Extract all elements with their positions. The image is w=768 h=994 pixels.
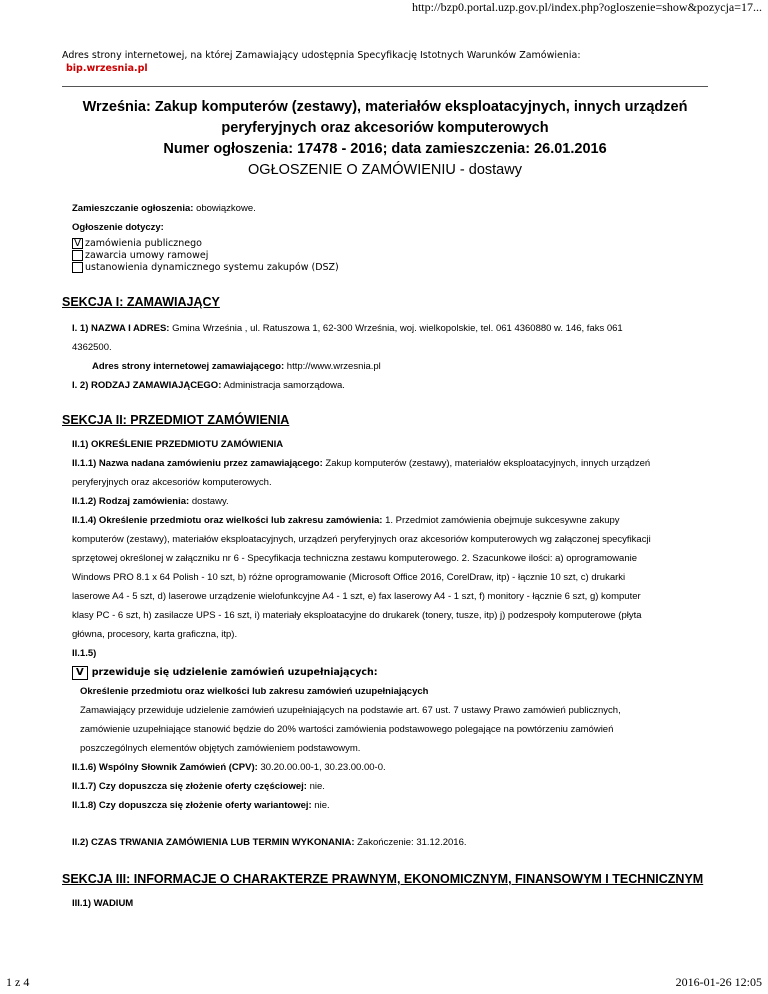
ii14-text-line: sprzętowej określonej w załączniku nr 6 - Specyfikacja techniczna zestawu komputerowego. 2. Szacunkowe ilości: a) oprogramowanie bbox=[72, 553, 637, 564]
zamieszczanie-label: Zamieszczanie ogłoszenia: bbox=[72, 203, 194, 214]
i1-line bbox=[72, 319, 708, 338]
section3-heading: SEKCJA III: INFORMACJE O CHARAKTERZE PRAWNYM, EKONOMICZNYM, FINANSOWYM I TECHNICZNYM bbox=[62, 872, 704, 886]
ii17-label: II.1.7) Czy dopuszcza się złożenie oferty częściowej: bbox=[72, 781, 307, 792]
ii18-line bbox=[72, 796, 708, 815]
ii15-text-line: poszczególnych elementów objętych zamówieniem podstawowym. bbox=[80, 743, 361, 754]
ii14-line bbox=[72, 511, 708, 530]
ii15-subheading: Określenie przedmiotu oraz wielkości lub zakresu zamówień uzupełniających bbox=[80, 686, 429, 697]
www-label: Adres strony internetowej zamawiającego: bbox=[92, 361, 285, 372]
ii15-text-line: Zamawiający przewiduje udzielenie zamówień uzupełniających na podstawie art. 67 ust. 7 ustawy Prawo zamówień publicznych, bbox=[80, 705, 621, 716]
ii18-label: II.1.8) Czy dopuszcza się złożenie oferty wariantowej: bbox=[72, 800, 312, 811]
print-timestamp: 2016-01-26 12:05 bbox=[675, 975, 762, 989]
option-row bbox=[72, 249, 708, 261]
notice-type: OGŁOSZENIE O ZAMÓWIENIU - dostawy bbox=[248, 162, 522, 178]
ii11-line bbox=[72, 454, 708, 473]
ii11-value: Zakup komputerów (zestawy), materiałów eksploatacyjnych, innych urządzeń bbox=[322, 458, 651, 469]
document-body bbox=[62, 50, 708, 913]
ii17-value: nie. bbox=[306, 781, 325, 792]
ii14-text-line: laserowe A4 - 5 szt, d) laserowe urządzenie wielofunkcyjne A4 - 1 szt, e) fax laserowy A4 - 1 szt, f) monitory - łącznie 6 szt, g) komputer bbox=[72, 591, 641, 602]
ii12-value: dostawy. bbox=[189, 496, 229, 507]
checkbox-umowy-ramowej bbox=[72, 250, 83, 261]
ii17-line bbox=[72, 777, 708, 796]
checkbox-dsz bbox=[72, 262, 83, 273]
ii1-heading: II.1) OKREŚLENIE PRZEDMIOTU ZAMÓWIENIA bbox=[72, 439, 284, 450]
ii11-line2: peryferyjnych oraz akcesoriów komputerowych. bbox=[72, 477, 272, 488]
ii2-label: II.2) CZAS TRWANIA ZAMÓWIENIA LUB TERMIN WYKONANIA: bbox=[72, 837, 355, 848]
option-label: zawarcia umowy ramowej bbox=[85, 249, 209, 261]
section2-heading: SEKCJA II: PRZEDMIOT ZAMÓWIENIA bbox=[62, 413, 290, 427]
page-counter: 1 z 4 bbox=[6, 975, 30, 989]
ii16-label: II.1.6) Wspólny Słownik Zamówień (CPV): bbox=[72, 762, 258, 773]
ii14-text-line: główna, procesory, karta graficzna, itp). bbox=[72, 629, 238, 640]
section1-body bbox=[72, 319, 708, 395]
site-info-line: Adres strony internetowej, na której Zamawiający udostępnia Specyfikację Istotnych Warunków Zamówienia: bbox=[62, 50, 581, 61]
i2-line bbox=[72, 376, 708, 395]
ii16-line bbox=[72, 758, 708, 777]
ii15-text: przewiduje się udzielenie zamówień uzupełniających: bbox=[91, 667, 378, 678]
www-line bbox=[92, 357, 708, 376]
www-value: http://www.wrzesnia.pl bbox=[284, 361, 381, 372]
ii15-text-line: zamówienie uzupełniające stanowić będzie do 20% wartości zamówienia podstawowego polegające na powtórzeniu zamówień bbox=[80, 724, 614, 735]
ii15-details bbox=[80, 682, 708, 758]
i1-label: I. 1) NAZWA I ADRES: bbox=[72, 323, 170, 334]
ii14-label: II.1.4) Określenie przedmiotu oraz wielkości lub zakresu zamówienia: bbox=[72, 515, 383, 526]
ii2-line bbox=[72, 833, 708, 852]
ii14-text-line: komputerów (zestawy), materiałów eksploatacyjnych, urządzeń peryferyjnych oraz akcesoriów komputerowych wg załączonej specyfikacji bbox=[72, 534, 651, 545]
print-url: http://bzp0.portal.uzp.gov.pl/index.php?ogloszenie=show&pozycja=17... bbox=[411, 0, 762, 14]
notice-title-line1: Września: Zakup komputerów (zestawy), materiałów eksploatacyjnych, innych urządzeń bbox=[82, 99, 688, 115]
ii18-value: nie. bbox=[311, 800, 330, 811]
option-row bbox=[72, 237, 708, 249]
i1-line2: 4362500. bbox=[72, 342, 112, 353]
option-label: ustanowienia dynamicznego systemu zakupów (DSZ) bbox=[85, 261, 339, 273]
option-row bbox=[72, 261, 708, 273]
i2-label: I. 2) RODZAJ ZAMAWIAJĄCEGO: bbox=[72, 380, 222, 391]
ii12-label: II.1.2) Rodzaj zamówienia: bbox=[72, 496, 190, 507]
section1-heading: SEKCJA I: ZAMAWIAJĄCY bbox=[62, 295, 220, 309]
zamieszczanie-line bbox=[72, 203, 708, 214]
i2-value: Administracja samorządowa. bbox=[221, 380, 345, 391]
ii15-option bbox=[72, 663, 708, 682]
ii14-text-line: Windows PRO 8.1 x 64 Polish - 10 szt, b) różne oprogramowanie (Microsoft Office 2016, CorelDraw, itp) - łącznie 10 szt, c) drukarki bbox=[72, 572, 626, 583]
ii14-text-line: klasy PC - 6 szt, h) zasilacze UPS - 16 szt, i) materiały eksploatacyjne do drukarek (tonery, tusze, itp) j) podzespoły komputerowe (płyta bbox=[72, 610, 642, 621]
i1-value: Gmina Września , ul. Ratuszowa 1, 62-300 Września, woj. wielkopolskie, tel. 061 4360880 w. 146, faks 061 bbox=[169, 323, 623, 334]
ii2-value: Zakończenie: 31.12.2016. bbox=[354, 837, 467, 848]
site-link[interactable]: bip.wrzesnia.pl bbox=[66, 63, 148, 74]
ii12-line bbox=[72, 492, 708, 511]
header-divider bbox=[62, 86, 708, 87]
ii15-label: II.1.5) bbox=[72, 648, 97, 659]
ii11-label: II.1.1) Nazwa nadana zamówieniu przez zamawiającego: bbox=[72, 458, 323, 469]
checkbox-zamowienia: V bbox=[72, 238, 83, 249]
zamieszczanie-value: obowiązkowe. bbox=[193, 203, 256, 214]
checkbox-ii15: V bbox=[72, 666, 88, 680]
dotyczy-label: Ogłoszenie dotyczy: bbox=[72, 222, 164, 233]
option-label: zamówienia publicznego bbox=[85, 237, 202, 249]
ii14-value: 1. Przedmiot zamówienia obejmuje sukcesywne zakupy bbox=[382, 515, 620, 526]
section2-body bbox=[72, 435, 708, 852]
ii16-value: 30.20.00.00-1, 30.23.00.00-0. bbox=[257, 762, 386, 773]
notice-number: Numer ogłoszenia: 17478 - 2016; data zamieszczenia: 26.01.2016 bbox=[163, 141, 607, 157]
iii1-heading: III.1) WADIUM bbox=[72, 898, 134, 909]
notice-title-line2: peryferyjnych oraz akcesoriów komputerowych bbox=[221, 120, 549, 136]
